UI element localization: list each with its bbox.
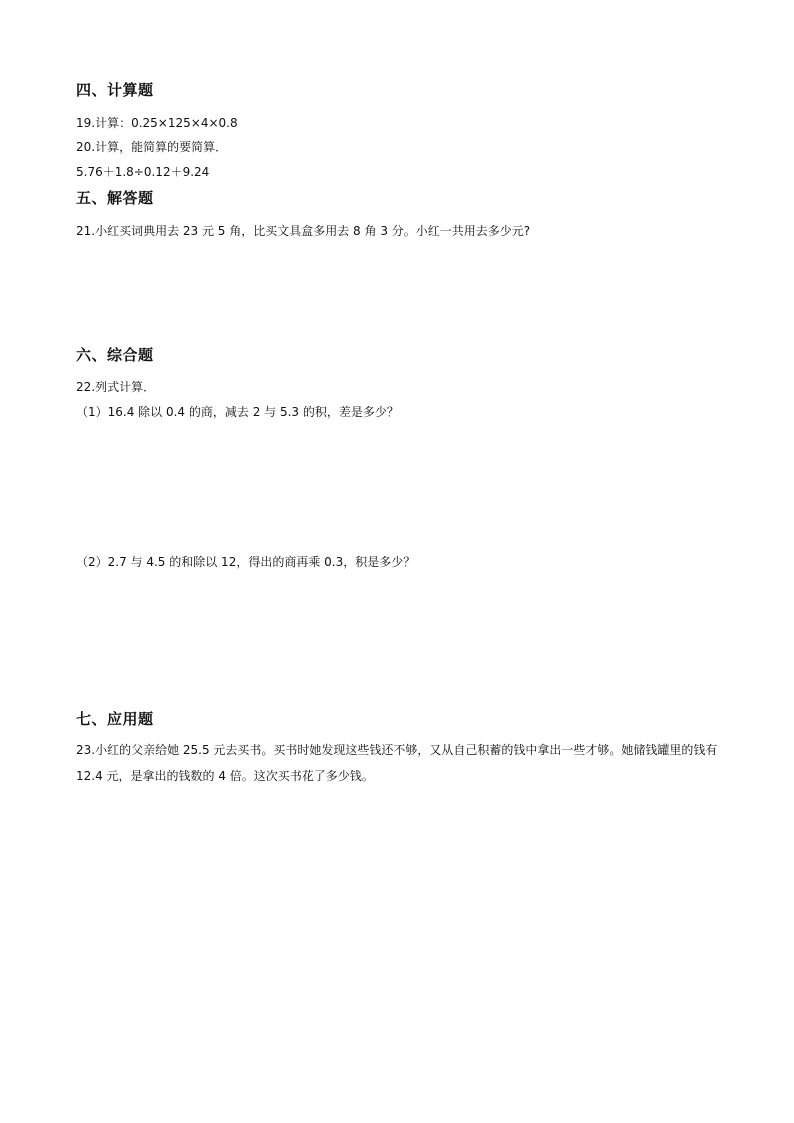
question-22-part-2: （2）2.7 与 4.5 的和除以 12，得出的商再乘 0.3，积是多少？ — [76, 555, 416, 569]
section-heading-comprehensive: 六、综合题 — [76, 346, 154, 364]
question-20: 20.计算，能简算的要简算． — [76, 140, 228, 154]
section-heading-calculation: 四、计算题 — [76, 81, 154, 99]
question-22-part-1: （1）16.4 除以 0.4 的商，减去 2 与 5.3 的积，差是多少？ — [76, 405, 399, 419]
question-23: 23.小红的父亲给她 25.5 元去买书。买书时她发现这些钱还不够，又从自己积蓄的钱中拿出一些才够。她储钱罐里的钱有 12.4 元，是拿出的钱数的 4 倍。这次买书花了多少钱。 — [76, 743, 718, 783]
question-21: 21.小红买词典用去 23 元 5 角，比买文具盒多用去 8 角 3 分。小红一共用去多少元? — [76, 224, 531, 238]
section-heading-answer: 五、解答题 — [76, 189, 154, 207]
question-20-expression: 5.76＋1.8÷0.12＋9.24 — [76, 165, 210, 179]
section-heading-application: 七、应用题 — [76, 710, 154, 728]
question-22: 22.列式计算． — [76, 380, 156, 394]
question-19: 19.计算：0.25×125×4×0.8 — [76, 116, 238, 130]
